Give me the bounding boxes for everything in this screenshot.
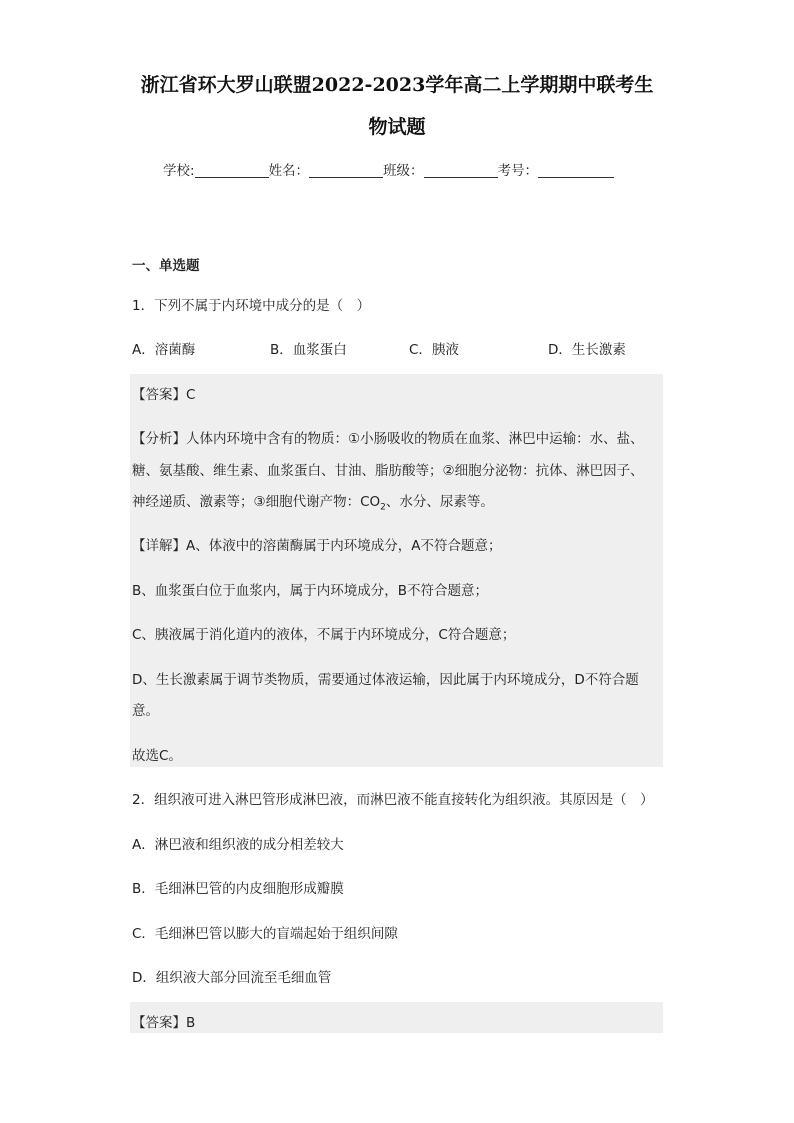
document-title-line-1: 浙江省环大罗山联盟2022-2023学年高二上学期期中联考生: [140, 74, 654, 96]
id-blank[interactable]: [538, 163, 614, 178]
class-blank[interactable]: [424, 163, 498, 178]
class-label: 班级：: [383, 163, 424, 179]
question-1-option-d: D．生长激素: [548, 342, 626, 358]
question-1-answer: 【答案】C: [132, 387, 196, 403]
question-1-detail-line-3: C、胰液属于消化道内的液体，不属于内环境成分，C符合题意；: [132, 627, 516, 643]
question-1-analysis-line-3: 神经递质、激素等；③细胞代谢产物：$CO_2$、水分、尿素等。: [132, 494, 494, 513]
question-1-analysis-line-1: 【分析】人体内环境中含有的物质：①小肠吸收的物质在血浆、淋巴中运输：水、盐、: [132, 431, 644, 447]
question-2-answer: 【答案】B: [132, 1015, 196, 1031]
student-info-row: [163, 159, 614, 179]
question-1-detail-line-1: 【详解】A、体液中的溶菌酶属于内环境成分，A不符合题意；: [132, 538, 502, 554]
name-label: 姓名：: [268, 163, 310, 179]
question-1-conclusion: 故选C。: [132, 748, 182, 764]
question-1-option-c: C．胰液: [409, 342, 459, 358]
question-1-stem: 1．下列不属于内环境中成分的是（ ）: [132, 298, 371, 314]
question-1-analysis-line-2: 糖、氨基酸、维生素、血浆蛋白、甘油、脂肪酸等；②细胞分泌物：抗体、淋巴因子、: [132, 463, 644, 479]
name-blank[interactable]: [309, 163, 383, 178]
question-2-option-d: D．组织液大部分回流至毛细血管: [132, 970, 332, 986]
id-label: 考号：: [497, 163, 539, 179]
question-1-option-b: B．血浆蛋白: [270, 342, 347, 358]
document-title-line-2: 物试题: [368, 116, 426, 138]
section-heading: 一、单选题: [132, 258, 200, 274]
question-1-option-a: A．溶菌酶: [132, 342, 196, 358]
school-blank[interactable]: [195, 163, 269, 178]
question-1-detail-line-2: B、血浆蛋白位于血浆内，属于内环境成分，B不符合题意；: [132, 583, 489, 599]
question-2-stem: 2．组织液可进入淋巴管形成淋巴液，而淋巴液不能直接转化为组织液。其原因是（ ）: [132, 792, 654, 808]
question-2-option-c: C．毛细淋巴管以膨大的盲端起始于组织间隙: [132, 926, 398, 942]
answer-block-2: [130, 1002, 663, 1033]
question-1-detail-line-5: 意。: [132, 703, 159, 719]
school-label: 学校:: [163, 163, 195, 179]
question-1-detail-line-4: D、生长激素属于调节类物质，需要通过体液运输，因此属于内环境成分，D不符合题: [132, 672, 639, 688]
question-2-option-a: A．淋巴液和组织液的成分相差较大: [132, 837, 344, 853]
question-2-option-b: B．毛细淋巴管的内皮细胞形成瓣膜: [132, 881, 344, 897]
